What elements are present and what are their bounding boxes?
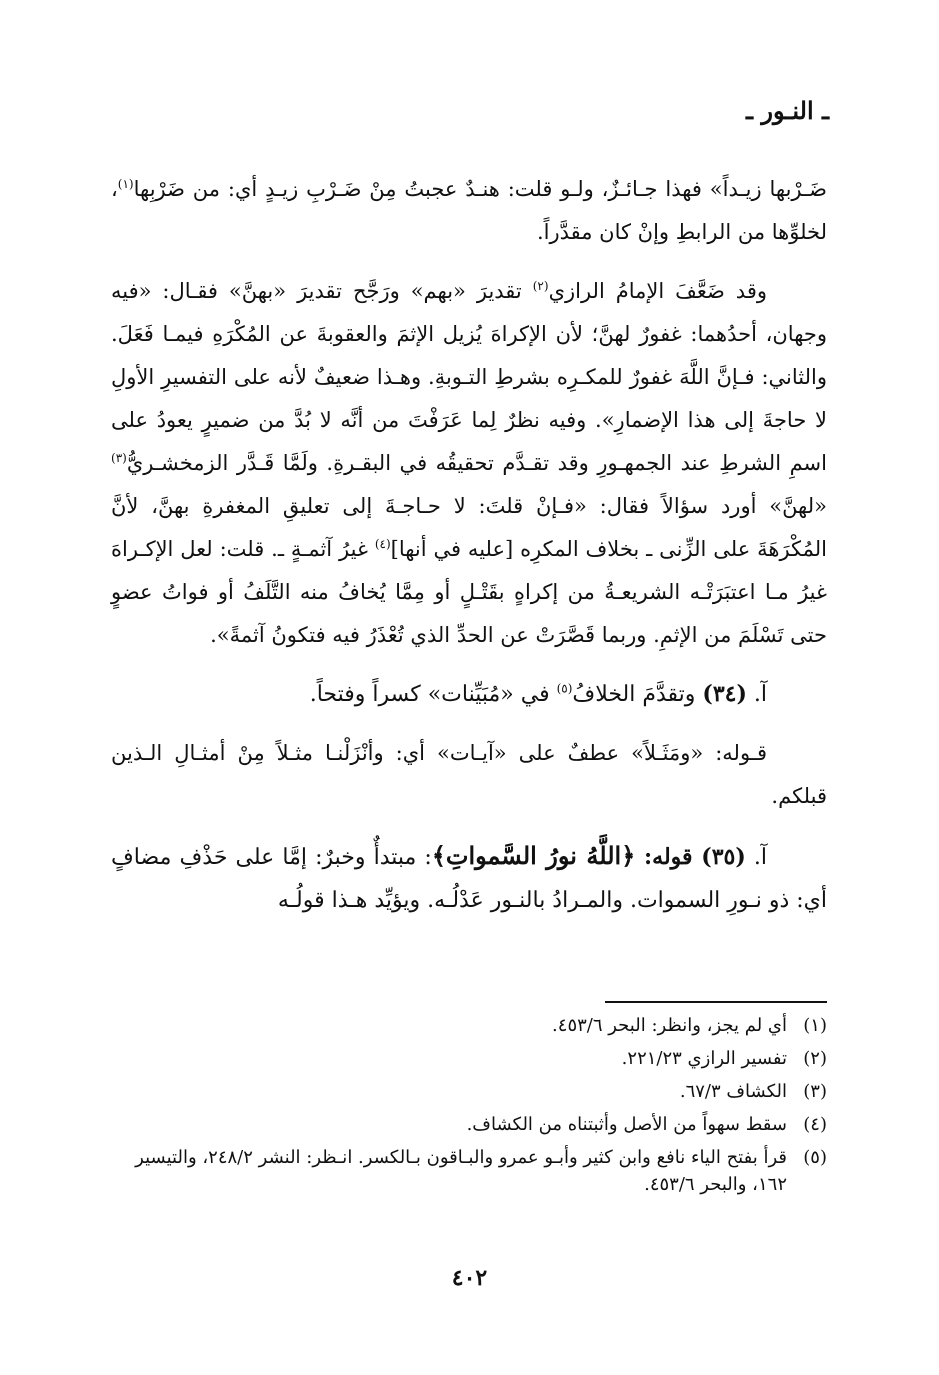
verse-number-34: (٣٤) <box>702 681 747 707</box>
footnote-4 <box>107 1111 827 1138</box>
paragraph-1-text-a: ضَـرْبها زيـداً» فهذا جـائـزٌ، ولـو قلت: هنـدٌ عجبتُ مِنْ ضَـرْبِ زيـدٍ أي: من ضَرْبِها <box>133 177 827 201</box>
paragraph-verse-34 <box>111 673 827 716</box>
footnote-ref-2: (٢) <box>532 279 549 293</box>
main-text <box>111 168 827 938</box>
quran-quote: ﴿اللَّهُ نورُ السَّمواتِ﴾ <box>431 841 636 870</box>
verse-prefix-35: آ. <box>745 845 767 870</box>
footnote-ref-1: (١) <box>117 177 134 191</box>
footnote-text: قرأ بفتح الياء نافع وابن كثير وأبـو عمرو والبـاقون بـالكسر. انـظر: النشر ٢٤٨/٢، والتيسير ١٦٢، والبحر ٤٥٣/٦. <box>135 1147 787 1195</box>
paragraph-3-text-a: وتقدَّمَ الخلافُ <box>572 682 703 707</box>
paragraph-1 <box>111 168 827 254</box>
footnote-number: (١) <box>803 1015 827 1036</box>
footnote-text: الكشاف ٦٧/٣. <box>679 1081 787 1102</box>
verse-number-35: (٣٥) قوله: <box>635 844 746 870</box>
running-header: ـ النـور ـ <box>745 96 829 125</box>
footnote-number: (٤) <box>803 1114 827 1135</box>
footnotes <box>107 1012 827 1204</box>
paragraph-verse-35 <box>111 834 827 922</box>
footnote-2 <box>107 1045 827 1072</box>
paragraph-2-text-a: وقد ضَعَّفَ الإمامُ الرازي <box>548 279 767 303</box>
footnote-number: (٣) <box>803 1081 827 1102</box>
footnote-ref-4: (٤) <box>374 537 391 551</box>
paragraph-3-text-b: في «مُبَيِّنات» كسراً وفتحاً. <box>309 682 557 707</box>
paragraph-2-text-c: «لهنَّ» أورد سؤالاً فقال: «فـإنْ قلتَ: لا حـاجـةَ إلى تعليقِ المغفرةِ بهنَّ، لأنَّ المُكْرَهَةَ على الزِّنى ـ بخلاف المكرِه [عليه في أنها] <box>111 494 828 561</box>
footnote-3 <box>107 1078 827 1105</box>
paragraph-2-text-d: غيرُ آثمـةٍ ـ. قلت: لعل الإكـراهَ غيرُ مـا اعتبَرَتْـه الشريعـةُ من إكراهٍ بقَتْـلٍ أو مِمَّا يُخافُ منه التَّلَفُ أو فواتُ عضوٍ حتى تَسْلَمَ من الإثمِ. وربما قَصَّرَتْ عن الحدِّ الذي تُعْذَرُ فيه فتكونُ آثمةً». <box>111 537 827 647</box>
footnote-text: أي لم يجز، وانظر: البحر ٤٥٣/٦. <box>552 1015 787 1036</box>
paragraph-2 <box>111 270 827 657</box>
footnote-5 <box>107 1144 827 1198</box>
paragraph-5-text: : مبتدأٌ وخبرٌ: إمَّا على حَذْفِ مضافٍ أي: ذو نـورِ السموات. والمـرادُ بالنـور عَدْلُـه. ويؤيِّد هـذا قولُـه <box>111 845 827 913</box>
footnote-number: (٥) <box>803 1147 827 1168</box>
footnote-number: (٢) <box>803 1048 827 1069</box>
verse-prefix: آ. <box>746 682 767 707</box>
footnote-ref-5: (٥) <box>556 681 573 696</box>
footnote-text: تفسير الرازي ٢٢١/٢٣. <box>621 1048 787 1069</box>
footnote-ref-3: (٣) <box>111 451 127 465</box>
footnote-1 <box>107 1012 827 1039</box>
paragraph-1-text-b: ، لخلوِّها من الرابطِ وإنْ كان مقدَّراً. <box>111 177 827 244</box>
footnote-divider <box>605 1001 827 1003</box>
footnote-text: سقط سهواً من الأصل وأثبتناه من الكشاف. <box>466 1114 787 1135</box>
paragraph-2-text-b: تقديرَ «بهم» ورَجَّح تقديرَ «بهنَّ» فقـال: «فيه وجهان، أحدُهما: غفورٌ لهنَّ؛ لأن الإكراهَ يُزيل الإثمَ والعقوبةَ عن المُكْرَهِ فيمـا فَعَلَ. والثاني: فـإنَّ اللَّهَ غفورٌ للمكـرِه بشرطِ التـوبةِ. وهـذا ضعيفٌ لأنه على التفسيرِ الأولِ لا حاجةَ إلى هذا الإضمارِ». وفيه نظرٌ لِما عَرَفْتَ من أنَّه لا بُدَّ من ضميرٍ يعودُ على اسمِ الشرطِ عند الجمهـورِ وقد تقـدَّم تحقيقُه في البقـرةِ. ولَمَّا قَـدَّر الزمخشـريُّ <box>111 279 827 475</box>
paragraph-4: قـوله: «ومَثَـلاً» عطفٌ على «آيـات» أي: وأنْزَلْنـا مثـلاً مِنْ أمثـالِ الـذين قبلكم. <box>111 741 827 808</box>
page-number: ٤٠٢ <box>451 1265 488 1291</box>
